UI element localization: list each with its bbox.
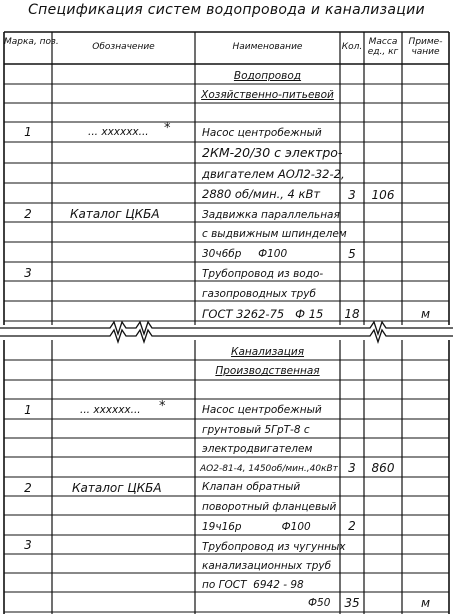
header-name: Наименование — [232, 42, 303, 52]
s2-item3-line2: канализационных труб — [202, 560, 332, 572]
s1-item1-mass: 106 — [371, 188, 395, 202]
s2-item2-line2: поворотный фланцевый — [202, 501, 337, 513]
s2-item2-line1: Клапан обратный — [202, 481, 301, 493]
s1-item1-designation: ... xxxxxx... — [88, 126, 149, 138]
s2-item1-star: * — [159, 399, 166, 414]
s1-item1-star: * — [164, 121, 171, 136]
s1-item1-qty: 3 — [348, 188, 356, 202]
header-qty: Кол. — [341, 42, 363, 52]
s2-item3-note: м — [420, 596, 431, 610]
s2-item1-designation: ... xxxxxx... — [80, 404, 141, 416]
s1-item1-line4: 2880 об/мин., 4 кВт — [202, 187, 321, 201]
s2-item3-line4: Ф50 — [308, 597, 331, 609]
s2-item2-designation: Каталог ЦКБА — [72, 481, 162, 495]
section-water-subtitle: Хозяйственно-питьевой — [201, 89, 334, 101]
s1-item2-line2: с выдвижным шпинделем — [202, 228, 347, 240]
s2-item1-mark: 1 — [24, 403, 32, 417]
s2-item2-qty: 2 — [348, 519, 356, 533]
s1-item1-mark: 1 — [24, 125, 32, 139]
s2-item2-mark: 2 — [24, 481, 32, 495]
s2-item1-line4: АО2-81-4, 1450об/мин.,40кВт — [200, 464, 338, 474]
s2-item1-line1: Насос центробежный — [202, 404, 322, 416]
s2-item3-qty: 35 — [344, 596, 360, 610]
s2-item3-line1: Трубопровод из чугунных — [202, 541, 346, 553]
s1-item2-mark: 2 — [24, 207, 32, 221]
s2-item1-mass: 860 — [371, 461, 395, 475]
s1-item1-line1: Насос центробежный — [202, 127, 322, 139]
s2-item2-line3: 19ч16р Ф100 — [202, 521, 311, 533]
s1-item3-line1: Трубопровод из водо- — [202, 268, 324, 280]
section-water-title: Водопровод — [233, 70, 302, 82]
header-note: Приме- чание — [408, 37, 443, 57]
s1-item3-mark: 3 — [24, 266, 32, 280]
s2-item1-line2: грунтовый 5ГрТ-8 с — [202, 424, 310, 436]
s2-item3-mark: 3 — [24, 538, 32, 552]
s1-item3-line2: газопроводных труб — [202, 288, 316, 300]
s1-item2-line3: 30ч6бр Ф100 — [202, 248, 288, 260]
s1-item2-line1: Задвижка параллельная — [202, 209, 340, 221]
s1-item3-note: м — [420, 307, 431, 321]
document-title: Спецификация систем водопровода и канализации — [28, 2, 425, 18]
section-sewer-subtitle: Производственная — [215, 365, 320, 377]
s1-item2-designation: Каталог ЦКБА — [70, 207, 160, 221]
s2-item3-line3: по ГОСТ 6942 - 98 — [202, 579, 304, 591]
s1-item1-line3: двигателем АОЛ2-32-2, — [202, 167, 345, 181]
header-mass: Масса ед., кг — [367, 37, 399, 57]
header-mark: Марка, поз. — [4, 37, 59, 47]
header-designation: Обозначение — [92, 42, 155, 52]
s2-item1-line3: электродвигателем — [202, 443, 313, 455]
s1-item2-qty: 5 — [348, 247, 356, 261]
s1-item3-qty: 18 — [344, 307, 360, 321]
s1-item3-line3: ГОСТ 3262-75 Ф 15 — [202, 307, 324, 321]
s1-item1-line2: 2КМ-20/30 с электро- — [202, 145, 343, 160]
s2-item1-qty: 3 — [348, 461, 356, 475]
section-sewer-title: Канализация — [230, 346, 305, 358]
